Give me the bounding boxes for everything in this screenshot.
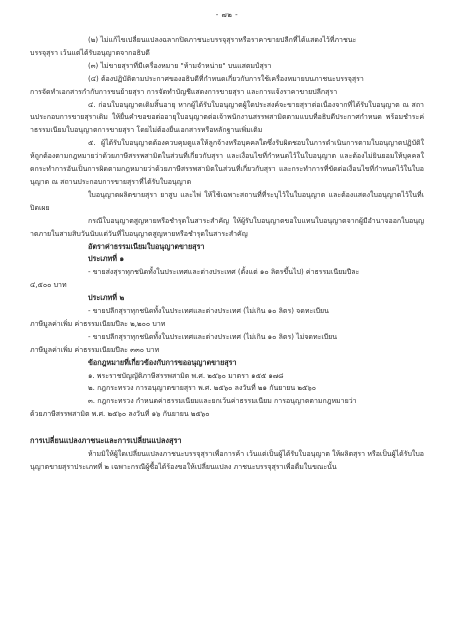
fees-type1-heading: ประเภทที่ ๑ <box>88 254 125 264</box>
fees-type2-b-cont: ภาษีมูลค่าเพิ่ม ค่าธรรมเนียมปีละ ๓๓๐ บาท <box>30 345 160 354</box>
fees-type2-a: - ขายปลีกสุราทุกชนิดทั้งในประเทศและต่างประเทศ (ไม่เกิน ๑๐ ลิตร) จดทะเบียน <box>88 307 329 316</box>
paragraph-item-4: (๔) ต้องปฏิบัติตามประกาศของอธิบดีที่กำหนดเกี่ยวกับการใช้เครื่องหมายบนภาชนะบรรจุสุรา <box>88 74 364 83</box>
law-item-1: ๑. พระราชบัญญัติภาษีสรรพสามิต พ.ศ. ๒๕๖๐ มาตรา ๑๕๕ ๑๗๘ <box>88 371 284 380</box>
paragraph-item-3: (๓) ไม่ขายสุราที่มีเครื่องหมาย "ห้ามจำหน่าย" บนแสตมป์สุรา <box>88 61 272 70</box>
laws-heading: ข้อกฎหมายที่เกี่ยวข้องกับการขออนุญาตขายสุรา <box>88 357 237 367</box>
law-item-3: ๓. กฎกระทรวง กำหนดค่าธรรมเนียมและยกเว้นค่าธรรมเนียม การอนุญาตตามกฎหมายว่า <box>88 397 357 406</box>
paragraph-item-2: (๒) ไม่แก้ไขเปลี่ยนแปลงฉลากปิดภาชนะบรรจุสุราหรือราคาขายปลีกที่ได้แสดงไว้ที่ภาชนะ <box>88 36 357 44</box>
section-heading: การเปลี่ยนแปลงภาชนะและการเปลี่ยนแปลงสุรา <box>30 436 182 446</box>
fees-type2-b: - ขายปลีกสุราทุกชนิดทั้งในประเทศและต่างประเทศ (ไม่เกิน ๑๐ ลิตร) ไม่จดทะเบียน <box>88 332 338 341</box>
page-number: - ๗๒ - <box>215 11 239 19</box>
paragraph-item-4-cont: การจัดทำเอกสารกำกับการขนย้ายสุรา การจัดทำบัญชีแสดงการขายสุรา และการแจ้งราคาขายปลีกสุรา <box>30 87 338 96</box>
fees-type1-amount: ๔,๕๐๐ บาท <box>30 281 67 290</box>
law-item-3-cont: ด้วยภาษีสรรพสามิต พ.ศ. ๒๕๖๐ ลงวันที่ ๑๖ กันยายน ๒๕๖๐ <box>30 410 210 419</box>
fees-type2-a-cont: ภาษีมูลค่าเพิ่ม ค่าธรรมเนียมปีละ ๒,๒๐๐ บาท <box>30 319 166 328</box>
fees-heading: อัตราค่าธรรมเนียมใบอนุญาตขายสุรา <box>88 241 205 251</box>
paragraph-renewal: ๔. ก่อนใบอนุญาตเดิมสิ้นอายุ หากผู้ได้รับใบอนุญาตผู้ใดประสงค์จะขายสุราต่อเนื่องจากที่ได้รับใบอนุญาต ณ สถานประกอบการขายสุราเดิม ให้ยื่นคำขอขอต่ออายุใบอนุญาตต่อเจ้าพนักงานสรรพสามิตตามแบบที่อธิบดีประกาศกำหนด พร้อมชำระค่าธรรมเนียมใบอนุญาตการขายสุรา โดยไม่ต้องยื่นเอกสารหรือหลักฐานเพิ่มเติม <box>30 100 424 135</box>
paragraph-lost-license: กรณีใบอนุญาตสูญหายหรือชำรุดในสาระสำคัญ ให้ผู้รับใบอนุญาตขอใบแทนใบอนุญาตจากผู้มีอำนาจออกใบอนุญาตภายในสามสิบวันนับแต่วันที่ใบอนุญาตสูญหายหรือชำรุดในสาระสำคัญ <box>30 216 424 238</box>
fees-type1-text: - ขายส่งสุราทุกชนิดทั้งในประเทศและต่างประเทศ (ตั้งแต่ ๑๐ ลิตรขึ้นไป) ค่าธรรมเนียมปีละ <box>88 268 360 277</box>
section-body: ห้ามมิให้ผู้ใดเปลี่ยนแปลงภาชนะบรรจุสุราเพื่อการค้า เว้นแต่เป็นผู้ได้รับใบอนุญาต ให้ผลิตสุรา หรือเป็นผู้ได้รับใบอนุญาตขายสุราประเภทที่ ๒ เฉพาะกรณีผู้ซื้อได้ร้องขอให้เปลี่ยนแปลง ภาชนะบรรจุสุราเพื่อดื่มในขณะนั้น <box>30 450 424 471</box>
law-item-2: ๒. กฎกระทรวง การอนุญาตขายสุรา พ.ศ. ๒๕๖๐ ลงวันที่ ๒๑ กันยายน ๒๕๖๐ <box>88 384 316 393</box>
paragraph-item-2-cont: บรรจุสุรา เว้นแต่ได้รับอนุญาตจากอธิบดี <box>30 48 150 57</box>
paragraph-supervision: ๕. ผู้ได้รับใบอนุญาตต้องควบคุมดูแลให้ลูกจ้างหรือบุคคลใดซึ่งรับผิดชอบในการดำเนินการตามใบอนุญาตปฏิบัติให้ถูกต้องตามกฎหมายว่าด้วยภาษีสรรพสามิตในส่วนที่เกี่ยวกับสุรา และเงื่อนไขที่กำหนดไว้ในใบอนุญาต และต้องไม่ยินยอมให้บุคคลใดกระทำการอันเป็นการผิดตามกฎหมายว่าด้วยภาษีสรรพสามิตในส่วนที่เกี่ยวกับสุรา และกระทำการที่ขัดต่อเงื่อนไขที่กำหนดไว้ในใบอนุญาต ณ สถานประกอบการขายสุราที่ได้รับใบอนุญาต <box>30 139 424 186</box>
paragraph-display-license: ใบอนุญาตผลิตขายสุรา ยาสูบ และไพ่ ให้ใช้เฉพาะสถานที่ที่ระบุไว้ในใบอนุญาต และต้องแสดงใบอนุญาตไว้ในที่เปิดเผย <box>30 190 424 212</box>
fees-type2-heading: ประเภทที่ ๒ <box>88 293 125 303</box>
